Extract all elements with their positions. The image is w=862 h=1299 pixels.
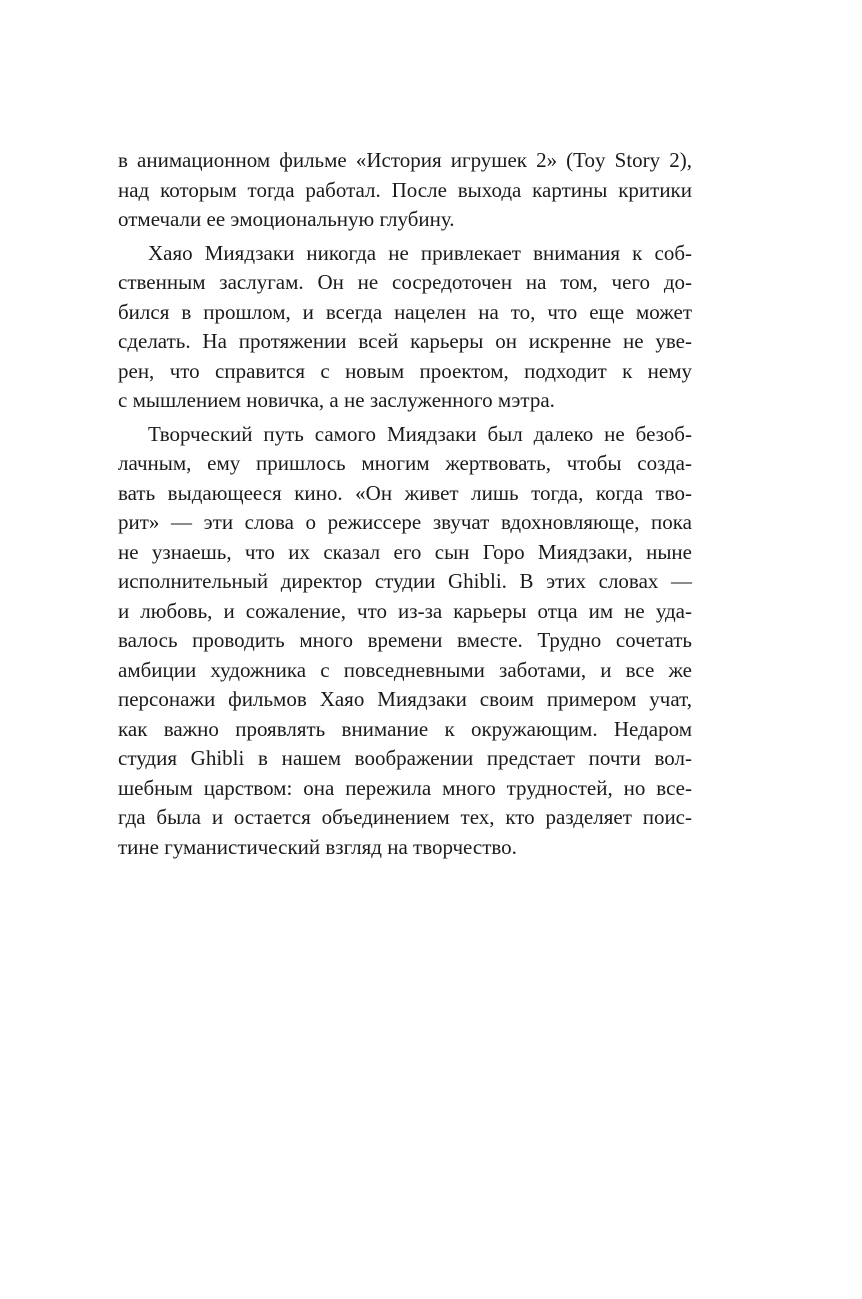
text-line: тине гуманистический взгляд на творчество. — [118, 834, 517, 859]
text-line: рен, что справится с новым проектом, подходит к нему — [118, 358, 692, 383]
text-line: исполнительный директор студии Ghibli. В этих словах — — [118, 569, 692, 593]
text-line: вать выдающееся кино. «Он живет лишь тогда, когда тво- — [118, 480, 692, 505]
text-line: отмечали ее эмоциональную глубину. — [118, 207, 455, 231]
paragraph-3 — [118, 420, 692, 863]
text-line: амбиции художника с повседневными заботами, и все же — [118, 657, 692, 682]
text-line: студия Ghibli в нашем воображении предстает почти вол- — [118, 746, 692, 770]
text-line: персонажи фильмов Хаяо Миядзаки своим примером учат, — [118, 687, 692, 711]
text-line: бился в прошлом, и всегда нацелен на то, что еще может — [118, 299, 692, 324]
text-line: ственным заслугам. Он не сосредоточен на том, чего до- — [118, 270, 692, 294]
text-line: в анимационном фильме «История игрушек 2» (Toy Story 2), — [118, 148, 692, 172]
body-text — [118, 146, 692, 862]
text-line: не узнаешь, что их сказал его сын Горо Миядзаки, ныне — [118, 539, 692, 564]
text-line: Хаяо Миядзаки никогда не привлекает внимания к соб- — [148, 240, 692, 265]
text-line: валось проводить много времени вместе. Трудно сочетать — [118, 628, 692, 652]
text-line: гда была и остается объединением тех, кто разделяет поис- — [118, 805, 692, 829]
text-line: лачным, ему пришлось многим жертвовать, чтобы созда- — [118, 451, 692, 475]
paragraph-1 — [118, 146, 692, 235]
paragraph-2 — [118, 239, 692, 416]
text-line: над которым тогда работал. После выхода картины критики — [118, 177, 692, 202]
text-line: и любовь, и сожаление, что из-за карьеры отца им не уда- — [118, 598, 692, 623]
text-line: шебным царством: она пережила много трудностей, но все- — [118, 775, 692, 800]
text-line: сделать. На протяжении всей карьеры он искренне не уве- — [118, 329, 692, 353]
text-line: с мышлением новичка, а не заслуженного мэтра. — [118, 388, 555, 412]
text-line: как важно проявлять внимание к окружающим. Недаром — [118, 716, 692, 741]
text-line: Творческий путь самого Миядзаки был далеко не безоб- — [148, 421, 692, 446]
text-line: рит» — эти слова о режиссере звучат вдохновляюще, пока — [118, 510, 692, 534]
